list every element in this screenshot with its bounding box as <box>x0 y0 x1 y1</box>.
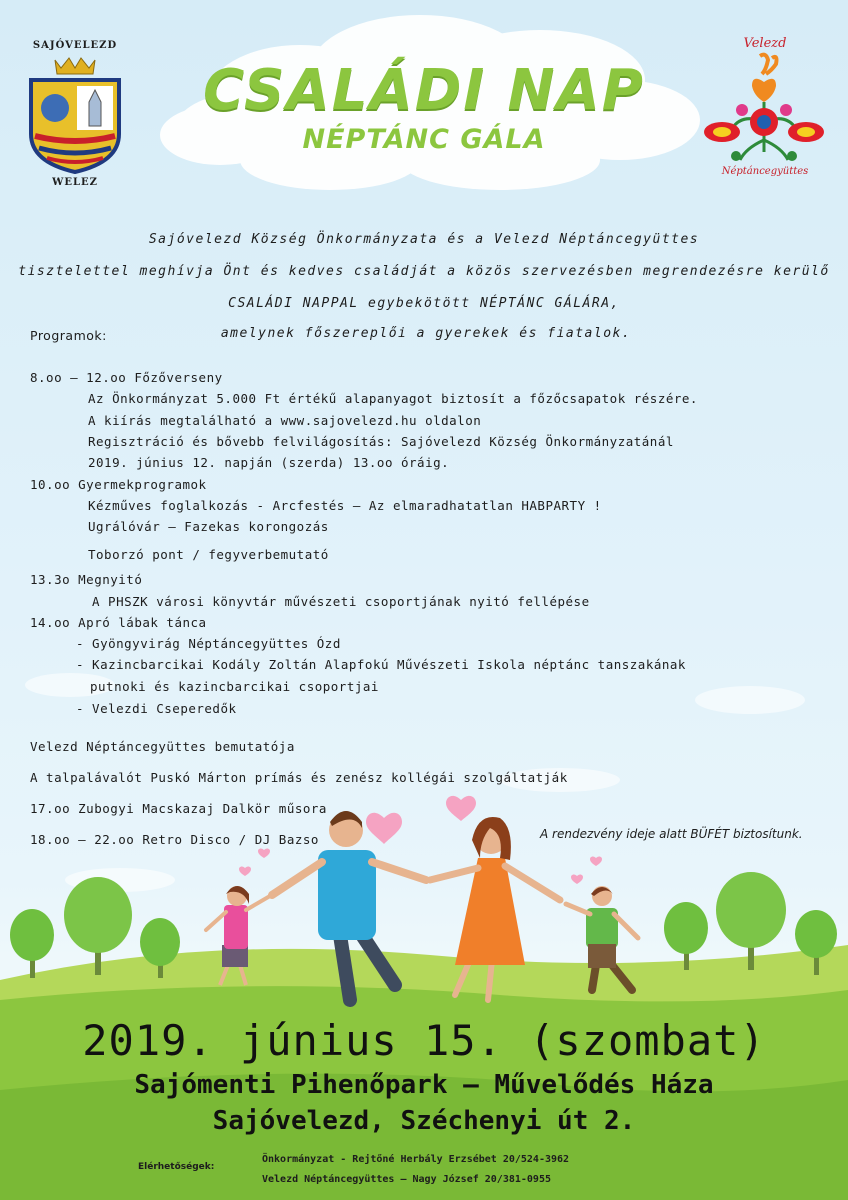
program-line: putnoki és kazincbarcikai csoportjai <box>90 679 379 694</box>
program-heading: Programok: <box>30 328 107 343</box>
program-line: 14.oo Apró lábak tánca <box>30 615 207 630</box>
program-line: 2019. június 12. napján (szerda) 13.oo óráig. <box>88 455 450 470</box>
event-address: Sajóvelezd, Széchenyi út 2. <box>212 1106 636 1136</box>
program-line: A PHSZK városi könyvtár művészeti csoportjának nyitó fellépése <box>92 594 590 609</box>
intro-line-3: CSALÁDI NAPPAL egybekötött NÉPTÁNC GÁLÁRA, <box>228 296 620 311</box>
program-line: A talpalávalót Puskó Márton prímás és zenész kollégái szolgáltatják <box>30 770 568 785</box>
logo-bottom-text: Néptáncegyüttes <box>721 166 809 177</box>
program-line: 17.oo Zubogyi Macskazaj Dalkör műsora <box>30 801 327 816</box>
page-title: CSALÁDI NAP <box>203 58 645 123</box>
program-line: Regisztráció és bővebb felvilágosítás: Sajóvelezd Község Önkormányzatánál <box>88 434 674 449</box>
program-line: - Gyöngyvirág Néptáncegyüttes Ózd <box>76 636 341 651</box>
buffet-note: A rendezvény ideje alatt BÜFÉT biztosítunk. <box>540 827 803 841</box>
program-line: 10.oo Gyermekprogramok <box>30 477 207 492</box>
program-line: Kézműves foglalkozás - Arcfestés – Az elmaradhatatlan HABPARTY ! <box>88 498 602 513</box>
intro-line-2: tisztelettel meghívja Önt és kedves családját a közös szervezésben megrendezésre kerülő <box>18 264 830 279</box>
program-line: 18.oo – 22.oo Retro Disco / DJ Bazso <box>30 832 319 847</box>
event-date: 2019. június 15. (szombat) <box>82 1016 766 1065</box>
contact-line: Velezd Néptáncegyüttes – Nagy József 20/381-0955 <box>262 1174 551 1185</box>
program-line: 8.oo – 12.oo Főzőverseny <box>30 370 223 385</box>
page-subtitle: NÉPTÁNC GÁLA <box>302 124 546 155</box>
program-line: Az Önkormányzat 5.000 Ft értékű alapanyagot biztosít a főzőcsapatok részére. <box>88 391 698 406</box>
event-venue: Sajómenti Pihenőpark – Művelődés Háza <box>134 1070 714 1100</box>
program-line: Ugrálóvár – Fazekas korongozás <box>88 519 329 534</box>
intro-line-1: Sajóvelezd Község Önkormányzata és a Velezd Néptáncegyüttes <box>148 232 700 247</box>
program-line: A kiírás megtalálható a www.sajovelezd.hu oldalon <box>88 413 482 428</box>
program-line: 13.3o Megnyitó <box>30 572 143 587</box>
contacts-label: Elérhetőségek: <box>138 1162 215 1172</box>
tree-right-1 <box>664 902 708 970</box>
crest-top-text: SAJÓVELEZD <box>32 40 118 51</box>
intro-line-4: amelynek főszereplői a gyerekek és fiatalok. <box>220 326 632 341</box>
logo-top-text: Velezd <box>743 36 787 51</box>
program-line: - Velezdi Cseperedők <box>76 701 237 716</box>
tree-left-1 <box>10 909 54 978</box>
crest-bottom-text: WELEZ <box>52 177 98 188</box>
program-line: - Kazincbarcikai Kodály Zoltán Alapfokú Művészeti Iskola néptánc tanszakának <box>76 657 686 672</box>
contact-line: Önkormányzat - Rejtőné Herbály Erzsébet 20/524-3962 <box>262 1154 570 1165</box>
program-line: Velezd Néptáncegyüttes bemutatója <box>30 739 295 754</box>
program-line: Toborzó pont / fegyverbemutató <box>88 547 329 562</box>
